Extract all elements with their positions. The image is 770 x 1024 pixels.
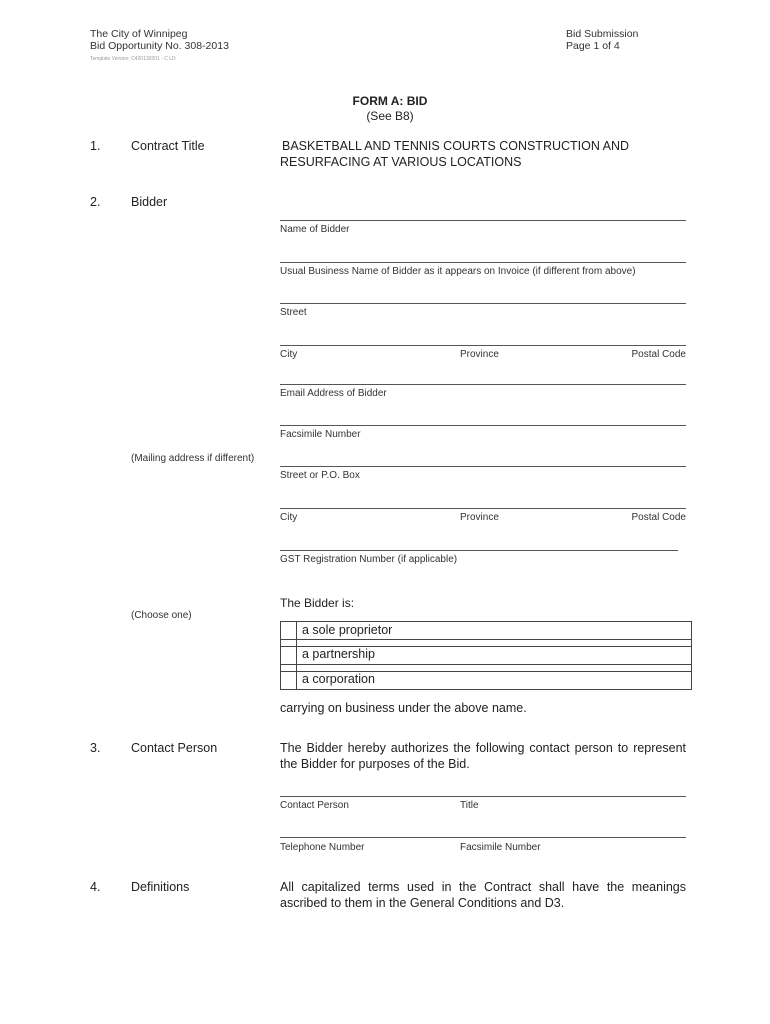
contact-phone-fax-field[interactable] [280,837,686,838]
section-1-label: Contract Title [131,139,205,153]
province-label: Province [460,349,499,360]
section-4-number: 4. [90,880,101,894]
bidder-name-field[interactable] [280,220,686,221]
mailing-province-label: Province [460,512,499,523]
section-2-number: 2. [90,195,101,209]
bidder-is-prompt: The Bidder is: [280,596,355,610]
carrying-on-business-text: carrying on business under the above name. [280,701,527,715]
header-city: The City of Winnipeg [90,28,188,40]
contract-title-line2: RESURFACING AT VARIOUS LOCATIONS [280,155,522,169]
option-corporation[interactable] [281,665,691,689]
header-template-version: Template Version: C420130301 - C LD [90,56,176,62]
business-name-field[interactable] [280,262,686,263]
mailing-city-province-postal-field[interactable] [280,508,686,509]
form-subtitle: (See B8) [366,109,414,123]
contract-title-line1: BASKETBALL AND TENNIS COURTS CONSTRUCTION AND [282,139,630,153]
partnership-checkbox[interactable] [281,640,297,664]
option-partnership[interactable] [281,640,691,665]
choose-one-note: (Choose one) [131,610,192,621]
street-field[interactable] [280,303,686,304]
section-4-label: Definitions [131,880,190,894]
gst-field[interactable] [280,550,678,551]
contact-person-title-field[interactable] [280,796,686,797]
business-name-label: Usual Business Name of Bidder as it appears on Invoice (if different from above) [280,266,636,277]
corporation-label: a corporation [302,672,375,686]
sole-proprietor-label: a sole proprietor [302,623,393,637]
contact-fax-label: Facsimile Number [460,842,541,853]
choice-spacer [281,640,691,647]
bidder-name-label: Name of Bidder [280,224,350,235]
option-sole-proprietor[interactable] [281,622,691,640]
contact-authorization-text: The Bidder hereby authorizes the following contact person to represent the Bidder for purposes of the Bid. [280,741,686,771]
mailing-postal-code-label: Postal Code [631,512,686,523]
definitions-text: All capitalized terms used in the Contract shall have the meanings ascribed to them in the General Conditions and D3. [280,880,686,910]
mailing-address-note: (Mailing address if different) [131,453,255,464]
mailing-city-label: City [280,512,298,523]
contact-title-label: Title [460,800,479,811]
fax-field[interactable] [280,425,686,426]
sole-proprietor-checkbox[interactable] [281,622,297,639]
city-label: City [280,349,298,360]
choice-spacer [281,665,691,672]
form-title: FORM A: BID [352,94,428,108]
partnership-label: a partnership [302,647,375,661]
street-label: Street [280,307,307,318]
section-3-label: Contact Person [131,741,218,755]
bidder-type-choice-table [280,621,692,690]
telephone-label: Telephone Number [280,842,365,853]
header-bid-submission: Bid Submission [566,28,639,40]
city-province-postal-field[interactable] [280,345,686,346]
contact-person-label: Contact Person [280,800,349,811]
postal-code-label: Postal Code [631,349,686,360]
street-po-label: Street or P.O. Box [280,470,360,481]
header-page-number: Page 1 of 4 [566,40,620,52]
section-3-number: 3. [90,741,101,755]
fax-label: Facsimile Number [280,429,361,440]
section-2-label: Bidder [131,195,168,209]
email-label: Email Address of Bidder [280,388,387,399]
header-bid-opportunity: Bid Opportunity No. 308-2013 [90,40,229,52]
corporation-checkbox[interactable] [281,665,297,689]
section-1-number: 1. [90,139,101,153]
street-po-field[interactable] [280,466,686,467]
gst-label: GST Registration Number (if applicable) [280,554,458,565]
email-field[interactable] [280,384,686,385]
